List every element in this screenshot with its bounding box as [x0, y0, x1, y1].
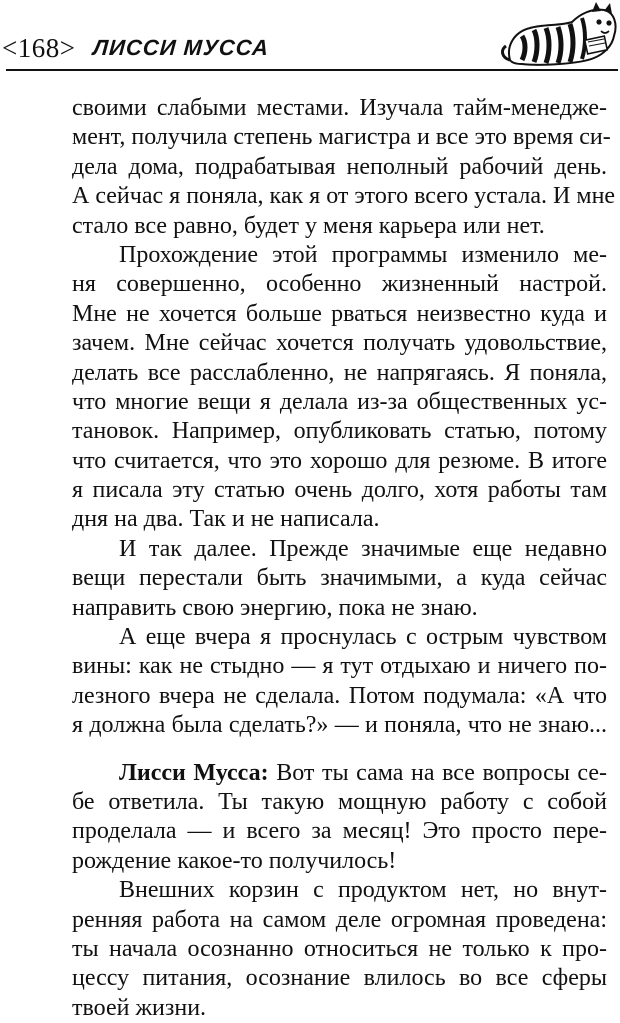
text-line: я писала эту статью очень долго, хотя работы там	[72, 477, 607, 504]
paragraph	[72, 623, 607, 741]
text-line: проделала — и всего за месяц! Это просто пере-	[72, 818, 607, 845]
text-line: ренняя работа на самом деле огромная проведена:	[72, 906, 607, 933]
text-line: что многие вещи я делала из-за общественных ус-	[72, 388, 607, 415]
page-number: <168>	[2, 33, 76, 63]
text-line: я должна была сделать?» — и поняла, что не знаю...	[72, 712, 607, 739]
text-line: лезного вчера не сделала. Потом подумала: «А что	[72, 682, 607, 709]
text-line: И так далее. Прежде значимые еще недавно	[119, 535, 607, 562]
text-line: делать все расслабленно, не напрягаясь. Я поняла,	[72, 359, 607, 386]
text-line: дня на два. Так и не написала.	[72, 506, 380, 533]
text-line: вещи перестали быть значимыми, а куда сейчас	[72, 565, 607, 592]
speaker-name: Лисси Мусса:	[119, 759, 269, 786]
paragraph-spacer	[72, 741, 607, 759]
text-line: А сейчас я поняла, как я от этого всего устала. И мне	[72, 183, 616, 210]
text-line: стало все равно, будет у меня карьера или нет.	[72, 212, 545, 239]
text-line: ня совершенно, особенно жизненный настрой.	[72, 271, 607, 298]
text-line: дела дома, подрабатывая неполный рабочий день.	[72, 153, 607, 180]
text-line: Мне не хочется больше рваться неизвестно куда и	[72, 300, 607, 327]
striped-cat-icon	[500, 2, 620, 68]
running-header	[0, 0, 620, 80]
paragraph	[72, 876, 607, 1023]
text-line: твоей жизни.	[72, 994, 207, 1021]
speaker-text: Вот ты сама на все вопросы се-	[268, 759, 608, 786]
text-line	[72, 759, 607, 788]
paragraph	[72, 94, 616, 241]
main-text	[72, 94, 616, 1023]
text-line: мент, получила степень магистра и все это время си-	[72, 124, 611, 151]
paragraph	[72, 759, 607, 877]
text-line: цессу питания, осознание влилось во все сферы	[72, 965, 607, 992]
text-line: рождение какое-то получилось!	[72, 847, 397, 874]
paragraph	[72, 241, 607, 535]
text-line: Прохождение этой программы изменило ме-	[119, 241, 607, 268]
paragraph	[72, 535, 607, 623]
text-line: что считается, что это хорошо для резюме. В итоге	[72, 447, 607, 474]
text-line: тановок. Например, опубликовать статью, потому	[72, 418, 607, 445]
text-line: А еще вчера я проснулась с острым чувством	[119, 624, 607, 651]
text-line: вины: как не стыдно — я тут отдыхаю и ничего по-	[72, 653, 607, 680]
text-line: Внешних корзин с продуктом нет, но внут-	[119, 877, 607, 904]
header-divider	[6, 69, 618, 71]
text-line: своими слабыми местами. Изучала тайм-менедже-	[72, 95, 607, 121]
text-line: ты начала осознанно относиться не только к про-	[72, 935, 607, 962]
text-line: направить свою энергию, пока не знаю.	[72, 594, 478, 621]
text-line: зачем. Мне сейчас хочется получать удовольствие,	[72, 330, 607, 357]
running-title: ЛИССИ МУССА	[92, 35, 270, 60]
text-line: бе ответила. Ты такую мощную работу с собой	[72, 788, 607, 815]
